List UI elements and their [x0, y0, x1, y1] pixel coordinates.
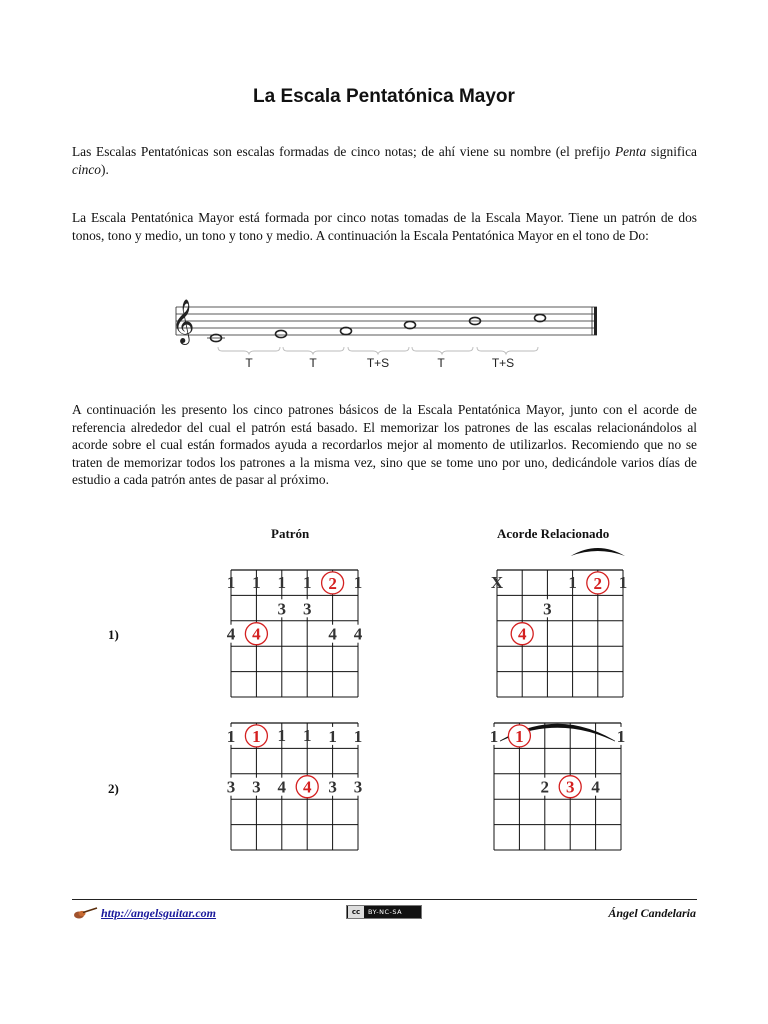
finger-number: 1 — [226, 573, 236, 592]
intro-paragraph-3: A continuación les presento los cinco patrones básicos de la Escala Pentatónica Mayor, junto con el acorde de referencia alrededor del cual el patrón está basado. El memorizar los patrones de las escalas relacionándolos al acorde sobre el cual están formados ayuda a recordarlos mejor al momento de utilizarlos. Recomiendo que no se traten de memorizar todos los patrones a la misma vez, sino que se tome uno por uno, dedicándole varios días de estudio a cada patrón antes de pasar al próximo. — [72, 402, 697, 487]
finger-number: 1 — [252, 726, 261, 746]
finger-number: 1 — [328, 726, 337, 746]
p1-text-c: ). — [101, 161, 109, 177]
guitar-icon — [73, 906, 99, 920]
finger-number: 2 — [328, 573, 337, 593]
chord-diagram-1 — [491, 548, 627, 697]
finger-number: 1 — [353, 726, 363, 746]
finger-number: 1 — [302, 573, 312, 592]
finger-number: 2 — [540, 777, 550, 797]
p1-penta: Penta — [614, 144, 647, 159]
finger-number: 3 — [277, 599, 287, 619]
license-text: BY-NC-SA — [368, 908, 403, 916]
finger-number: 3 — [328, 777, 337, 797]
finger-number: 3 — [226, 777, 236, 797]
pattern-diagram-1 — [225, 570, 364, 697]
interval-label: T+S — [366, 356, 390, 370]
interval-label: T — [309, 356, 317, 370]
finger-number: 3 — [302, 599, 312, 619]
finger-number: 4 — [353, 624, 363, 644]
chord-diagram-2 — [488, 723, 627, 850]
finger-number: 4 — [226, 624, 236, 644]
footer-website-link[interactable]: http://angelsguitar.com — [101, 906, 217, 920]
footer-divider — [72, 899, 697, 900]
finger-number: 1 — [515, 726, 524, 746]
treble-clef-icon: 𝄞 — [172, 299, 195, 343]
finger-number: 4 — [517, 624, 527, 644]
finger-number: 4 — [328, 624, 337, 644]
finger-number: 3 — [353, 777, 363, 797]
finger-number: 3 — [565, 777, 575, 797]
finger-number: 2 — [593, 573, 603, 593]
p1-cinco: cinco — [72, 161, 101, 177]
finger-number: 1 — [252, 573, 261, 592]
finger-number: X — [490, 573, 504, 592]
finger-number: 1 — [277, 726, 287, 745]
page-title: La Escala Pentatónica Mayor — [253, 86, 515, 107]
finger-number: 3 — [252, 777, 261, 797]
column-header-pattern: Patrón — [271, 526, 310, 541]
interval-label: T+S — [491, 356, 515, 370]
finger-number: 1 — [489, 726, 499, 746]
finger-number: 1 — [277, 573, 287, 592]
cc-icon: cc — [348, 906, 364, 918]
finger-number: 1 — [618, 573, 628, 592]
column-header-chord: Acorde Relacionado — [497, 526, 610, 541]
barre-arc — [571, 548, 625, 556]
finger-number: 4 — [591, 777, 600, 797]
cc-license-badge[interactable] — [346, 905, 422, 919]
row-label-1: 1) — [108, 627, 119, 642]
finger-number: 1 — [226, 726, 236, 746]
finger-number: 1 — [568, 573, 577, 592]
pattern-diagram-2 — [225, 723, 364, 850]
row-label-2: 2) — [108, 781, 119, 796]
p1-text-b: significa — [646, 144, 697, 159]
finger-number: 1 — [616, 726, 626, 746]
finger-number: 1 — [302, 726, 312, 745]
finger-number: 4 — [302, 777, 312, 797]
interval-label: T — [245, 356, 253, 370]
finger-number: 4 — [252, 624, 261, 644]
footer-author: Ángel Candelaria — [608, 906, 696, 920]
intro-paragraph-2: La Escala Pentatónica Mayor está formada por cinco notas tomadas de la Escala Mayor. Tiene un patrón de dos tonos, tono y medio, un tono y tono y medio. A continuación la Escala Pentatónica Mayor en el tono de Do: — [72, 210, 697, 243]
interval-label: T — [437, 356, 445, 370]
finger-number: 3 — [543, 599, 552, 619]
finger-number: 1 — [353, 573, 363, 592]
finger-number: 4 — [277, 777, 287, 797]
p1-text-a: Las Escalas Pentatónicas son escalas formadas de cinco notas; de ahí viene su nombre (el prefijo — [72, 144, 615, 159]
